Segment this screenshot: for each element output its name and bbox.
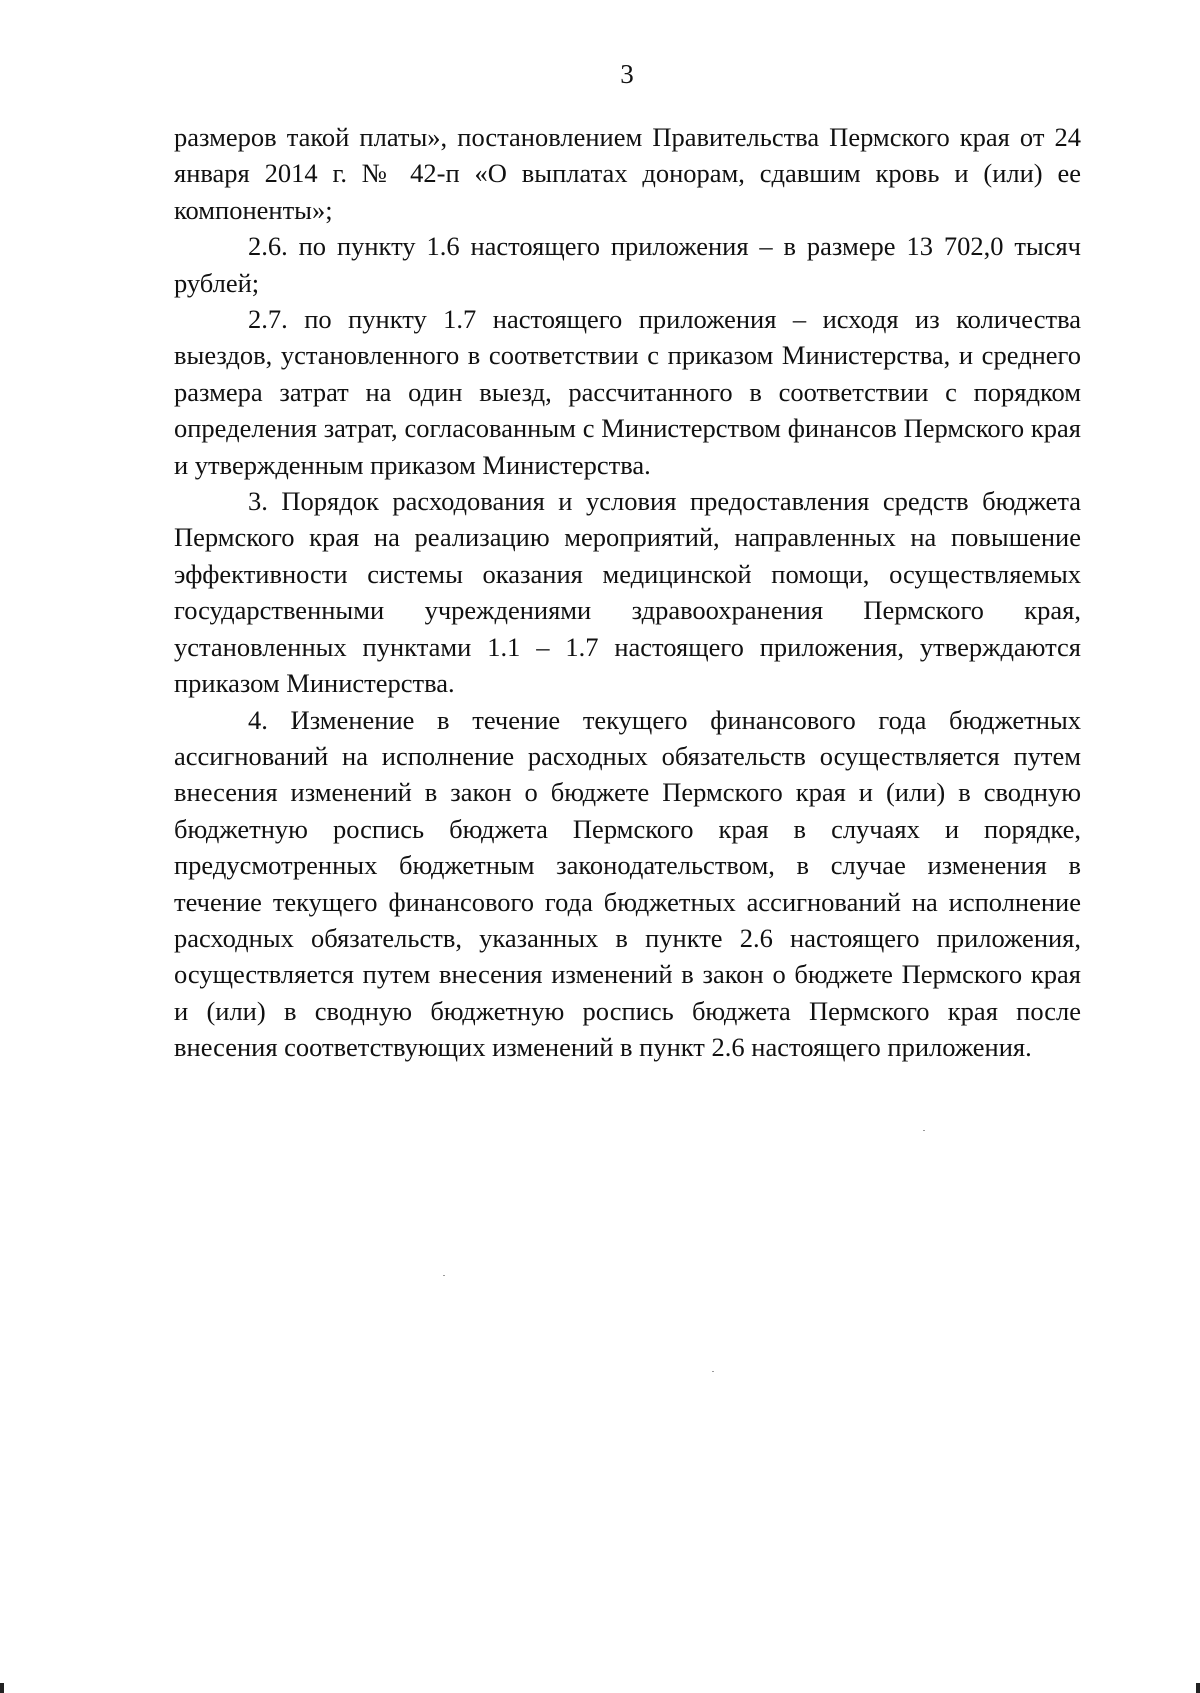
scan-speck <box>443 1275 445 1276</box>
scan-speck <box>923 1130 925 1131</box>
paragraph-2-7: 2.7. по пункту 1.7 настоящего приложения – исходя из количества выездов, установленного в соответствии с приказом Министерства, и среднего размера затрат на один выезд, рассчитанного в соответствии с порядком определения затрат, согласованным с Министерством финансов Пермского края и утвержденным приказом Министерства. <box>174 304 1081 480</box>
paragraph-3: 3. Порядок расходования и условия предоставления средств бюджета Пермского края на реализацию мероприятий, направленных на повышение эффективности системы оказания медицинской помощи, осуществляемых государственными учреждениями здравоохранения Пермского края, установленных пунктами 1.1 – 1.7 настоящего приложения, утверждаются приказом Министерства. <box>174 486 1081 699</box>
paragraph-continuation: размеров такой платы», постановлением Правительства Пермского края от 24 января 2014 г. № 42-п «О выплатах донорам, сдавшим кровь и (или) ее компоненты»; <box>174 122 1081 225</box>
document-body <box>174 119 1081 1066</box>
paragraph-4: 4. Изменение в течение текущего финансового года бюджетных ассигнований на исполнение расходных обязательств осуществляется путем внесения изменений в закон о бюджете Пермского края и (или) в сводную бюджетную роспись бюджета Пермского края в случаях и порядке, предусмотренных бюджетным законодательством, в случае изменения в течение текущего финансового года бюджетных ассигнований на исполнение расходных обязательств, указанных в пункте 2.6 настоящего приложения, осуществляется путем внесения изменений в закон о бюджете Пермского края и (или) в сводную бюджетную роспись бюджета Пермского края после внесения соответствующих изменений в пункт 2.6 настоящего приложения. <box>174 704 1081 1063</box>
paragraph-2-6: 2.6. по пункту 1.6 настоящего приложения – в размере 13 702,0 тысяч рублей; <box>174 231 1081 298</box>
scan-speck <box>712 1371 714 1372</box>
scan-edge-mark <box>1196 1683 1200 1693</box>
page-number: 3 <box>620 59 634 89</box>
scan-edge-mark <box>0 1683 4 1693</box>
